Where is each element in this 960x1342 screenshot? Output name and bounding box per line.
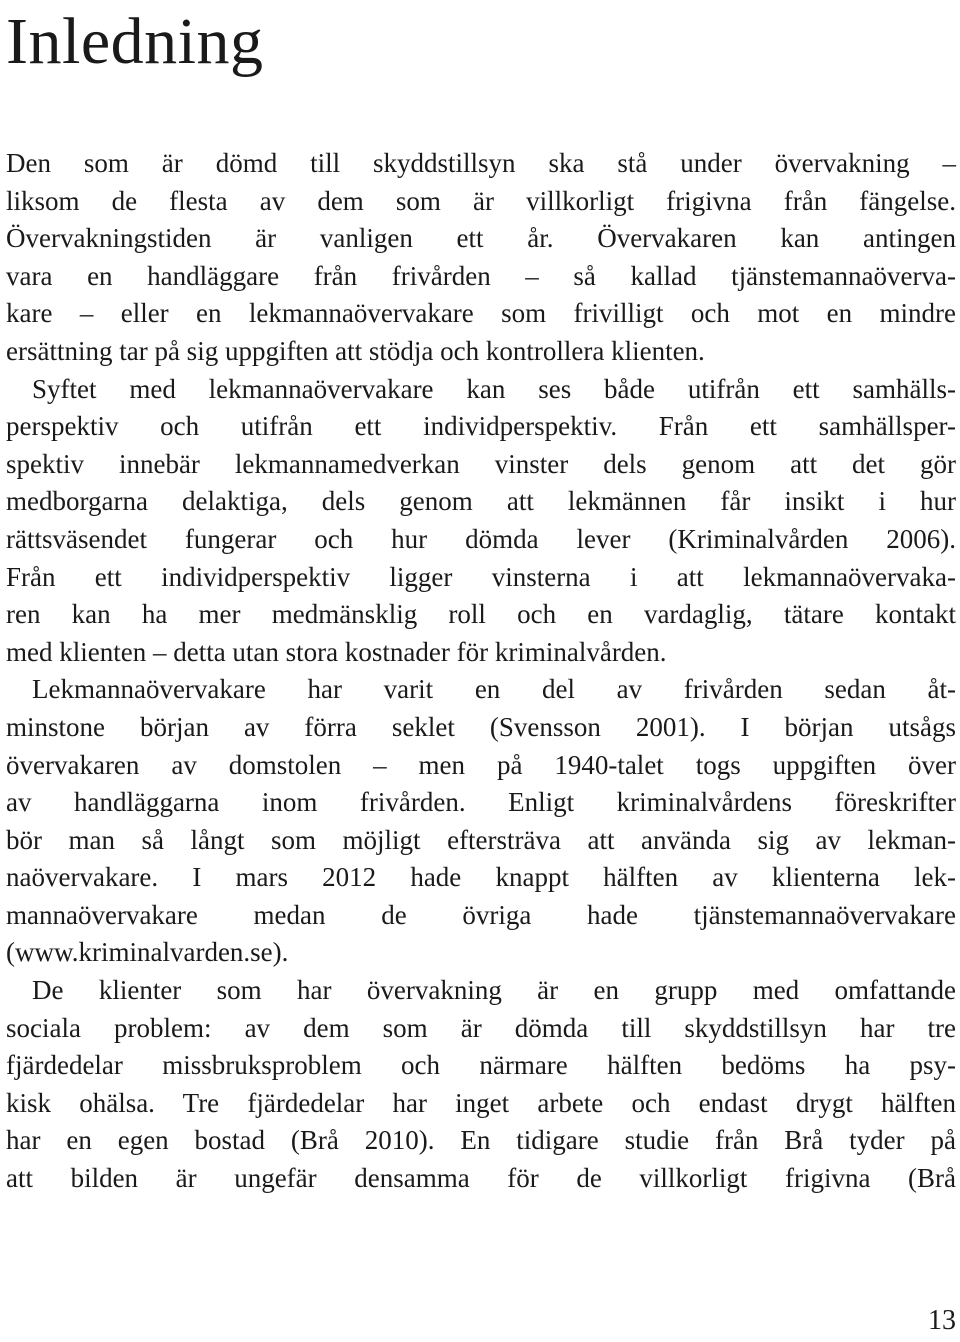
paragraph-3: [6, 671, 956, 972]
text-line: Den som är dömd till skyddstillsyn ska stå under övervakning –: [6, 148, 956, 178]
text-line: rättsväsendet fungerar och hur dömda lever (Kriminalvården 2006).: [6, 523, 956, 554]
text-line: vara en handläggare från frivården – så kallad tjänstemannaöverva-: [6, 260, 956, 291]
text-line: medborgarna delaktiga, dels genom att lekmännen får insikt i hur: [6, 486, 956, 517]
text-line: Övervakningstiden är vanligen ett år. Övervakaren kan antingen: [6, 223, 956, 254]
text-line: bör man så långt som möjligt eftersträva att använda sig av lekman-: [6, 824, 956, 855]
text-line: sociala problem: av dem som är dömda till skyddstillsyn har tre: [6, 1012, 956, 1043]
text-line: perspektiv och utifrån ett individperspektiv. Från ett samhällsper-: [6, 411, 956, 442]
text-line: naövervakare. I mars 2012 hade knappt hälften av klienterna lek-: [6, 862, 956, 893]
text-line: spektiv innebär lekmannamedverkan vinster dels genom att det gör: [6, 448, 956, 479]
paragraph-4: [6, 972, 956, 1198]
text-line: med klienten – detta utan stora kostnader för kriminalvården.: [6, 636, 667, 667]
text-line: att bilden är ungefär densamma för de villkorligt frigivna (Brå: [6, 1163, 956, 1194]
text-line: kare – eller en lekmannaövervakare som frivilligt och mot en mindre: [6, 298, 956, 329]
text-line: fjärdedelar missbruksproblem och närmare hälften bedöms ha psy-: [6, 1050, 956, 1081]
text-line: Lekmannaövervakare har varit en del av frivården sedan åt-: [32, 674, 956, 705]
body-text: [6, 145, 956, 1198]
text-line: ren kan ha mer medmänsklig roll och en vardaglig, tätare kontakt: [6, 599, 956, 630]
document-page: [6, 0, 956, 1342]
chapter-heading: Inledning: [6, 5, 264, 78]
paragraph-2: [6, 371, 956, 672]
text-line: ersättning tar på sig uppgiften att stödja och kontrollera klienten.: [6, 335, 705, 366]
text-line: mannaövervakare medan de övriga hade tjänstemannaövervakare: [6, 899, 956, 930]
text-line: liksom de flesta av dem som är villkorligt frigivna från fängelse.: [6, 185, 956, 216]
text-line: har en egen bostad (Brå 2010). En tidigare studie från Brå tyder på: [6, 1125, 956, 1156]
text-line: De klienter som har övervakning är en grupp med omfattande: [32, 975, 956, 1006]
text-line: Från ett individperspektiv ligger vinsterna i att lekmannaövervaka-: [6, 561, 956, 592]
paragraph-1: [6, 145, 956, 371]
text-line: kisk ohälsa. Tre fjärdedelar har inget arbete och endast drygt hälften: [6, 1087, 956, 1118]
page-number: 13: [928, 1305, 956, 1336]
text-line: Syftet med lekmannaövervakare kan ses både utifrån ett samhälls-: [32, 373, 956, 404]
text-line: av handläggarna inom frivården. Enligt kriminalvårdens föreskrifter: [6, 787, 956, 818]
text-line: (www.kriminalvarden.se).: [6, 937, 289, 968]
text-line: minstone början av förra seklet (Svensson 2001). I början utsågs: [6, 711, 956, 742]
text-line: övervakaren av domstolen – men på 1940-talet togs uppgiften över: [6, 749, 956, 780]
